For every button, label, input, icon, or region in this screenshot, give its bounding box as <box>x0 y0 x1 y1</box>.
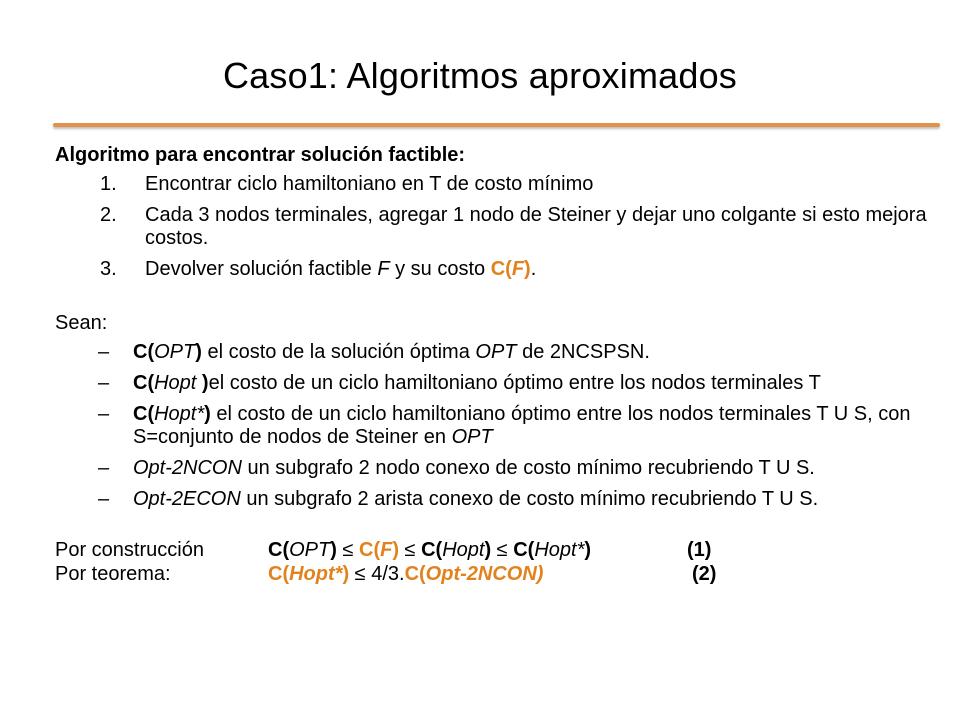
def-term-italic: OPT <box>154 341 196 363</box>
def-text: de 2NCSPSN. <box>516 341 650 363</box>
def-text: un subgrafo 2 arista conexo de costo mínimo recubriendo T U S. <box>240 488 819 510</box>
def-text: un subgrafo 2 nodo conexo de costo mínimo recubriendo T U S. <box>241 457 815 479</box>
cost-symbol: ) <box>524 258 531 280</box>
formula-part: Opt-2NCON) <box>425 563 544 585</box>
def-term: ) <box>204 403 211 425</box>
dash-bullet: – <box>98 403 110 425</box>
spacer <box>55 289 935 312</box>
formula-part: ≤ 4/3. <box>349 563 405 585</box>
dash-bullet: – <box>98 341 110 363</box>
definition-item <box>55 341 935 364</box>
dash-bullet: – <box>98 488 110 510</box>
definitions-label: Sean: <box>55 312 108 334</box>
definition-item <box>55 372 935 395</box>
step-text: Cada 3 nodos terminales, agregar 1 nodo de Steiner y dejar uno colgante si esto mejora costos. <box>145 204 927 249</box>
step-text: Devolver solución factible <box>145 258 378 280</box>
formula-part: ) <box>330 539 337 561</box>
definition-item <box>55 488 935 511</box>
step-number: 1. <box>100 173 117 195</box>
formula-part: C( <box>268 539 290 561</box>
formula-part: ≤ <box>336 539 359 561</box>
def-text: el costo de un ciclo hamiltoniano óptimo entre los nodos terminales T U S, con S=conjunto de nodos de Steiner en <box>133 403 911 448</box>
def-term-italic: Hopt <box>154 372 202 394</box>
formula-part: ) <box>342 563 350 585</box>
relation-tag: (1) <box>687 539 712 561</box>
def-term-italic: Hopt* <box>154 403 205 425</box>
formula-part: ≤ <box>399 539 422 561</box>
formula-part: C( <box>359 539 381 561</box>
formula-part: F <box>380 539 393 561</box>
slide-title: Caso1: Algoritmos aproximados <box>222 55 738 96</box>
dash-bullet: – <box>98 457 110 479</box>
formula-part: C( <box>513 539 535 561</box>
relation-theorem <box>55 563 935 587</box>
def-term: C( <box>133 372 155 394</box>
formula-part: C( <box>404 563 426 585</box>
step-number: 3. <box>100 258 117 280</box>
step-text: y su costo <box>389 258 491 280</box>
formula-part: OPT <box>289 539 331 561</box>
def-italic: OPT <box>451 426 493 448</box>
formula-part: C( <box>268 563 290 585</box>
def-text: el costo de un ciclo hamiltoniano óptimo entre los nodos terminales T <box>208 372 821 394</box>
step-text: Encontrar ciclo hamiltoniano en T de costo mínimo <box>145 173 594 195</box>
formula-part: ≤ <box>491 539 514 561</box>
step-item <box>55 204 935 250</box>
algorithm-steps <box>55 173 935 281</box>
relation-construction <box>55 539 935 563</box>
formula-part: Hopt* <box>534 539 585 561</box>
slide-body <box>55 144 935 587</box>
relation-tag: (2) <box>692 563 717 585</box>
formula-part: ) <box>484 539 492 561</box>
definition-item <box>55 403 935 449</box>
formula-part: ) <box>392 539 399 561</box>
def-italic: OPT <box>475 341 517 363</box>
definitions-list <box>55 341 935 511</box>
relation-label: Por teorema: <box>55 563 171 585</box>
formula-part: Hopt* <box>289 563 343 585</box>
formula-part: C( <box>421 539 443 561</box>
step-variable: F <box>377 258 390 280</box>
step-item <box>55 258 935 281</box>
def-term: ) <box>195 341 202 363</box>
def-text: el costo de la solución óptima <box>201 341 476 363</box>
cost-variable: F <box>511 258 525 280</box>
formula-part: ) <box>584 539 592 561</box>
relation-expression <box>268 539 591 562</box>
algorithm-heading: Algoritmo para encontrar solución factible: <box>55 144 466 166</box>
def-term: ) <box>201 372 209 394</box>
relation-expression <box>268 563 543 586</box>
title-underline <box>53 123 940 127</box>
formula-part: Hopt <box>442 539 485 561</box>
def-term: C( <box>133 403 155 425</box>
spacer <box>55 519 935 539</box>
step-text: . <box>530 258 537 280</box>
definition-item <box>55 457 935 480</box>
cost-symbol: C( <box>490 258 512 280</box>
step-item <box>55 173 935 196</box>
relation-label: Por construcción <box>55 539 204 561</box>
dash-bullet: – <box>98 372 110 394</box>
def-term: C( <box>133 341 155 363</box>
def-term-italic: Opt-2NCON <box>133 457 242 479</box>
def-term-italic: Opt-2ECON <box>133 488 241 510</box>
step-number: 2. <box>100 204 117 226</box>
